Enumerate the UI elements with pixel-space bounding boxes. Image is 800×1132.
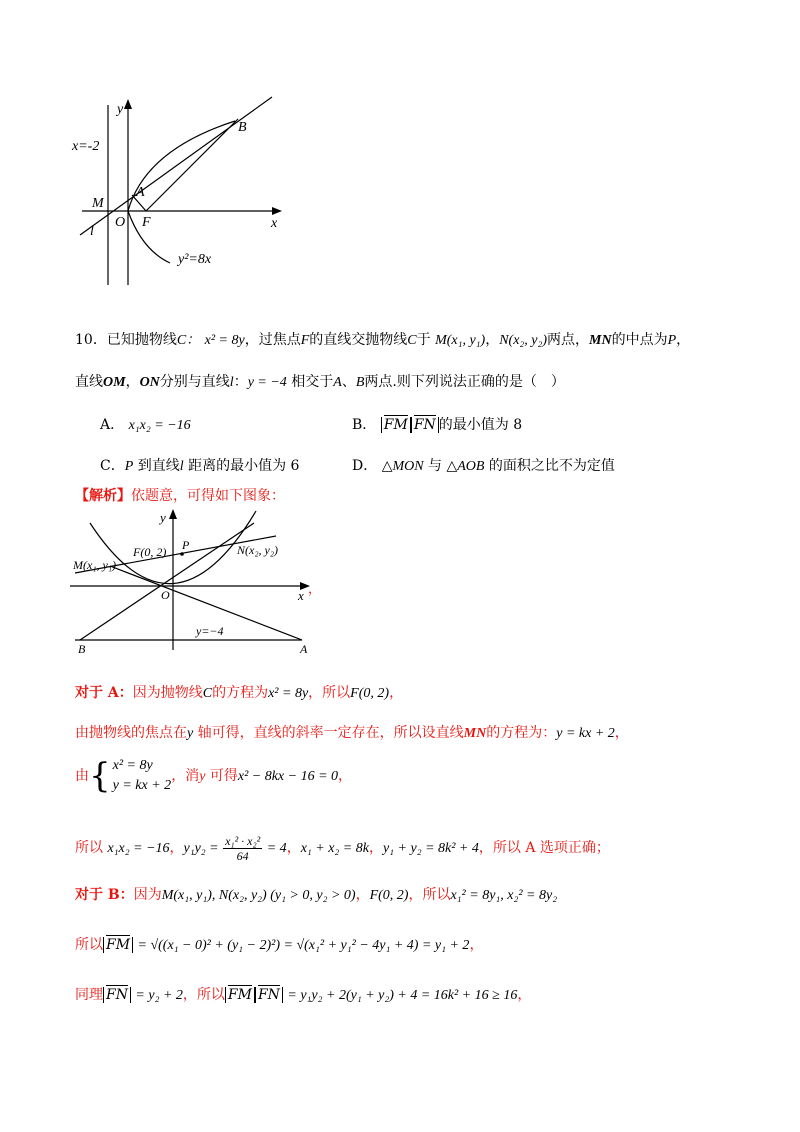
fig1-label-m: M [92,196,104,211]
fig1-y-arrow [124,99,132,109]
fig2-label-m: M(x₁, y₁) [73,558,116,572]
fig2-label-b: B [78,642,86,655]
question-line-1: 10．已知抛物线C： x² = 8y，过焦点F的直线交抛物线C于 M(x₁, y₁)，N(x₂, y₂)两点，MN的中点为P， [75,332,691,348]
solution-intro: 【解析】依题意，可得如下图象： [75,488,285,504]
fig2-trailing-comma: ， [308,581,322,596]
fig2-label-x: x [298,588,304,603]
fraction-y1y2: $\frac{\text{x₁² · x₂²}}{64}$ [225,833,261,863]
solution-b-line: 对于 B：因为M(x₁, y₁), N(x₂, y₂) (y₁ > 0, y₂ > 0)，F(0, 2)，所以x₁² = 8y₁, x₂² = 8y₂ [75,887,558,903]
figure-parabola-right [60,95,300,295]
solution-focus-line: 由抛物线的焦点在y 轴可得，直线的斜率一定存在，所以设直线MN的方程为：y = kx + 2， [75,725,629,741]
option-d: D． △MON 与 △AOB 的面积之比不为定值 [352,458,615,474]
fig2-label-o: O [161,588,170,602]
fig1-segment-fb [146,119,238,211]
fig1-line-l [80,97,272,235]
solution-so-line: 所以 x₁x₂ = −16，y₁y₂ = $\frac{\text{x₁² · x₂²}}{64}$ = 4，x₁ + x₂ = 8k，y₁ + y₂ = 8k² + 4，所以 A 选项正确； [75,833,610,863]
option-c: C．P 到直线l 距离的最小值为 6 [100,458,300,474]
fig1-label-o: O [115,215,126,230]
fig1-label-l: l [90,224,94,239]
fig1-label-line: x=-2 [72,139,100,154]
fig2-label-p: P [182,538,190,552]
question-line-2: 直线OM，ON分别与直线l：y = −4 相交于A、B两点.则下列说法正确的是（ ） [75,374,565,390]
fig1-label-b: B [238,120,247,135]
system-brace: { [89,756,111,796]
fig2-y-arrow [169,509,177,519]
fig2-label-y: y [160,510,166,525]
fig1-label-curve: y²=8x [178,252,212,267]
fig1-label-a: A [136,185,145,200]
option-b: B． FM FN 的最小值为 8 [352,417,523,433]
system-eq-1: x² = 8y [112,758,153,773]
solution-a-line: 对于 A：因为抛物线C的方程为x² = 8y，所以F(0, 2)， [75,685,404,701]
solution-fn-line: 同理 FN = y₂ + 2，所以 FM FN = y₁y₂ + 2(y₁ + y₂) + 4 = 16k² + 16 ≥ 16， [75,987,532,1003]
fig2-label-line: y=−4 [196,624,224,638]
fig1-label-f: F [142,215,151,230]
fig1-label-x: x [271,216,278,231]
fig2-label-n: N(x₂, y₂) [237,543,278,557]
fig1-label-y: y [117,102,124,117]
fig2-label-a: A [300,642,308,655]
fig2-line-on [80,523,254,640]
solution-system-line: 由{ x² = 8y y = kx + 2，消y 可得x² − 8kx − 16 = 0， [75,756,353,796]
figure-parabola-up [70,505,330,655]
fig1-x-arrow [272,207,282,215]
solution-fm-line: 所以 FM = √((x₁ − 0)² + (y₁ − 2)²) = √(x₁² + y₁² − 4y₁ + 4) = y₁ + 2， [75,937,484,953]
system-eq-2: y = kx + 2 [112,778,172,793]
fig2-label-f: F(0, 2) [133,545,167,559]
option-a: A． x₁x₂ = −16 [100,417,191,433]
fig2-point-p [180,552,184,556]
